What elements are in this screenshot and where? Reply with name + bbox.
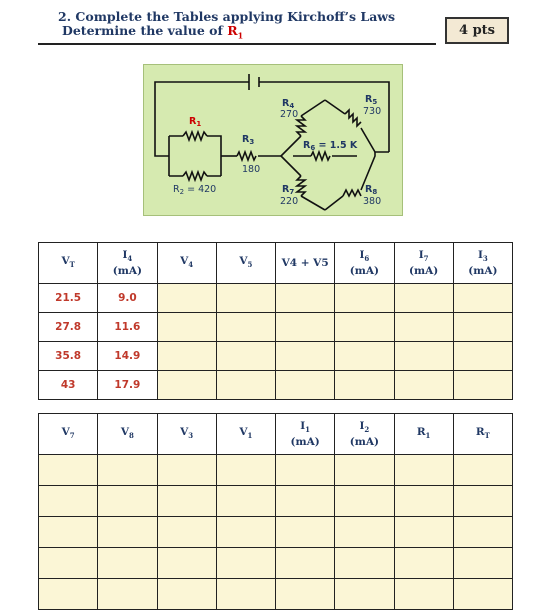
t2-h-v8: $V_8$ [98, 414, 157, 455]
t1-h-i3: $I_3$ (mA) [453, 243, 512, 284]
t2-input-cell[interactable] [453, 455, 512, 486]
t1-input-cell[interactable] [335, 371, 394, 400]
r6-label: $R_6 = 1.5$ K [303, 140, 358, 152]
t1-input-cell[interactable] [216, 284, 275, 313]
r5-label: $R_5$ [365, 94, 378, 106]
t2-input-cell[interactable] [216, 455, 275, 486]
t2-input-cell[interactable] [216, 579, 275, 610]
t2-input-cell[interactable] [276, 548, 335, 579]
t2-input-cell[interactable] [453, 486, 512, 517]
t2-input-cell[interactable] [276, 486, 335, 517]
t1-h-i7: $I_7$ (mA) [394, 243, 453, 284]
r2-label: $R_2 = 420$ [173, 184, 217, 196]
t2-input-cell[interactable] [394, 455, 453, 486]
t2-input-cell[interactable] [157, 579, 216, 610]
t2-input-cell[interactable] [157, 517, 216, 548]
t2-input-cell[interactable] [335, 455, 394, 486]
r8-value: 380 [363, 196, 382, 207]
title-variable: $R_1$ [227, 23, 244, 41]
table-row [39, 579, 513, 610]
t1-input-cell[interactable] [453, 284, 512, 313]
t2-input-cell[interactable] [216, 486, 275, 517]
t2-input-cell[interactable] [453, 579, 512, 610]
t1-input-cell[interactable] [276, 342, 335, 371]
question-number: 2. [58, 9, 72, 24]
t1-input-cell[interactable] [394, 342, 453, 371]
r3-value: 180 [242, 164, 261, 175]
t2-h-i1: $I_1$ (mA) [276, 414, 335, 455]
t1-cell: 9.0 [98, 284, 157, 313]
t2-input-cell[interactable] [39, 579, 98, 610]
t2-input-cell[interactable] [335, 517, 394, 548]
t2-input-cell[interactable] [453, 548, 512, 579]
t2-input-cell[interactable] [394, 548, 453, 579]
t2-input-cell[interactable] [98, 486, 157, 517]
t1-input-cell[interactable] [453, 342, 512, 371]
t2-h-v3: $V_3$ [157, 414, 216, 455]
t1-input-cell[interactable] [453, 371, 512, 400]
t2-input-cell[interactable] [157, 486, 216, 517]
t1-cell: 27.8 [39, 313, 98, 342]
t2-input-cell[interactable] [39, 548, 98, 579]
t2-h-rt: $R_T$ [453, 414, 512, 455]
t2-input-cell[interactable] [39, 486, 98, 517]
measurement-table-1 [38, 242, 513, 400]
t2-input-cell[interactable] [394, 517, 453, 548]
t1-input-cell[interactable] [157, 284, 216, 313]
table-row [39, 284, 513, 313]
t1-input-cell[interactable] [453, 313, 512, 342]
t1-input-cell[interactable] [335, 284, 394, 313]
t2-input-cell[interactable] [335, 548, 394, 579]
table-row [39, 371, 513, 400]
t2-input-cell[interactable] [39, 517, 98, 548]
t2-input-cell[interactable] [157, 455, 216, 486]
r4-label: $R_4$ [282, 98, 295, 110]
t2-input-cell[interactable] [335, 486, 394, 517]
title-text: Complete the Tables applying Kirchoff’s Laws [75, 9, 396, 24]
t2-h-i2: $I_2$ (mA) [335, 414, 394, 455]
t1-cell: 14.9 [98, 342, 157, 371]
r3-label: $R_3$ [242, 134, 255, 146]
t1-cell: 35.8 [39, 342, 98, 371]
t2-h-v7: $V_7$ [39, 414, 98, 455]
r1-label: $R_1$ [189, 116, 202, 128]
title-underline [38, 43, 436, 45]
t1-h-v4: $V_4$ [157, 243, 216, 284]
title-line-1 [58, 10, 395, 24]
t1-input-cell[interactable] [394, 313, 453, 342]
t1-input-cell[interactable] [335, 342, 394, 371]
t1-h-v4-plus-v5: V4 + V5 [276, 243, 335, 284]
t2-input-cell[interactable] [394, 579, 453, 610]
t2-input-cell[interactable] [394, 486, 453, 517]
t1-input-cell[interactable] [276, 313, 335, 342]
t1-cell: 11.6 [98, 313, 157, 342]
t1-input-cell[interactable] [335, 313, 394, 342]
circuit-diagram [143, 64, 403, 216]
r7-value: 220 [280, 196, 299, 207]
t2-input-cell[interactable] [453, 517, 512, 548]
t1-cell: 17.9 [98, 371, 157, 400]
t2-input-cell[interactable] [98, 455, 157, 486]
t1-input-cell[interactable] [216, 313, 275, 342]
t1-h-vt: $V_T$ [39, 243, 98, 284]
t1-input-cell[interactable] [216, 371, 275, 400]
t2-h-v1: $V_1$ [216, 414, 275, 455]
t1-h-i4: $I_4$ (mA) [98, 243, 157, 284]
table-row [39, 313, 513, 342]
question-title [58, 10, 395, 43]
measurement-table-2 [38, 413, 513, 610]
points-badge: 4 pts [445, 17, 509, 44]
table1-header-row [39, 243, 513, 284]
t1-input-cell[interactable] [157, 313, 216, 342]
t2-input-cell[interactable] [335, 579, 394, 610]
t2-input-cell[interactable] [98, 517, 157, 548]
t1-h-i6: $I_6$ (mA) [335, 243, 394, 284]
t1-input-cell[interactable] [216, 342, 275, 371]
r5-value: 730 [363, 106, 382, 117]
t1-cell: 43 [39, 371, 98, 400]
t1-input-cell[interactable] [394, 371, 453, 400]
t2-input-cell[interactable] [157, 548, 216, 579]
t2-input-cell[interactable] [39, 455, 98, 486]
t1-h-v5: $V_5$ [216, 243, 275, 284]
table-row [39, 517, 513, 548]
t2-input-cell[interactable] [276, 517, 335, 548]
r4-value: 270 [280, 109, 299, 120]
t1-input-cell[interactable] [276, 284, 335, 313]
r8-label: $R_8$ [365, 184, 378, 196]
t2-input-cell[interactable] [276, 579, 335, 610]
table-row [39, 548, 513, 579]
r7-label: $R_7$ [282, 184, 295, 196]
t2-input-cell[interactable] [276, 455, 335, 486]
t1-input-cell[interactable] [157, 371, 216, 400]
table-row [39, 342, 513, 371]
title-line-2 [58, 24, 395, 43]
t2-input-cell[interactable] [216, 517, 275, 548]
t1-input-cell[interactable] [394, 284, 453, 313]
t2-h-r1: $R_1$ [394, 414, 453, 455]
t2-input-cell[interactable] [98, 579, 157, 610]
table-row [39, 455, 513, 486]
t1-input-cell[interactable] [157, 342, 216, 371]
table-row [39, 486, 513, 517]
t2-input-cell[interactable] [98, 548, 157, 579]
table2-header-row [39, 414, 513, 455]
t1-input-cell[interactable] [276, 371, 335, 400]
t1-cell: 21.5 [39, 284, 98, 313]
t2-input-cell[interactable] [216, 548, 275, 579]
title-prefix: Determine the value of [62, 23, 228, 38]
